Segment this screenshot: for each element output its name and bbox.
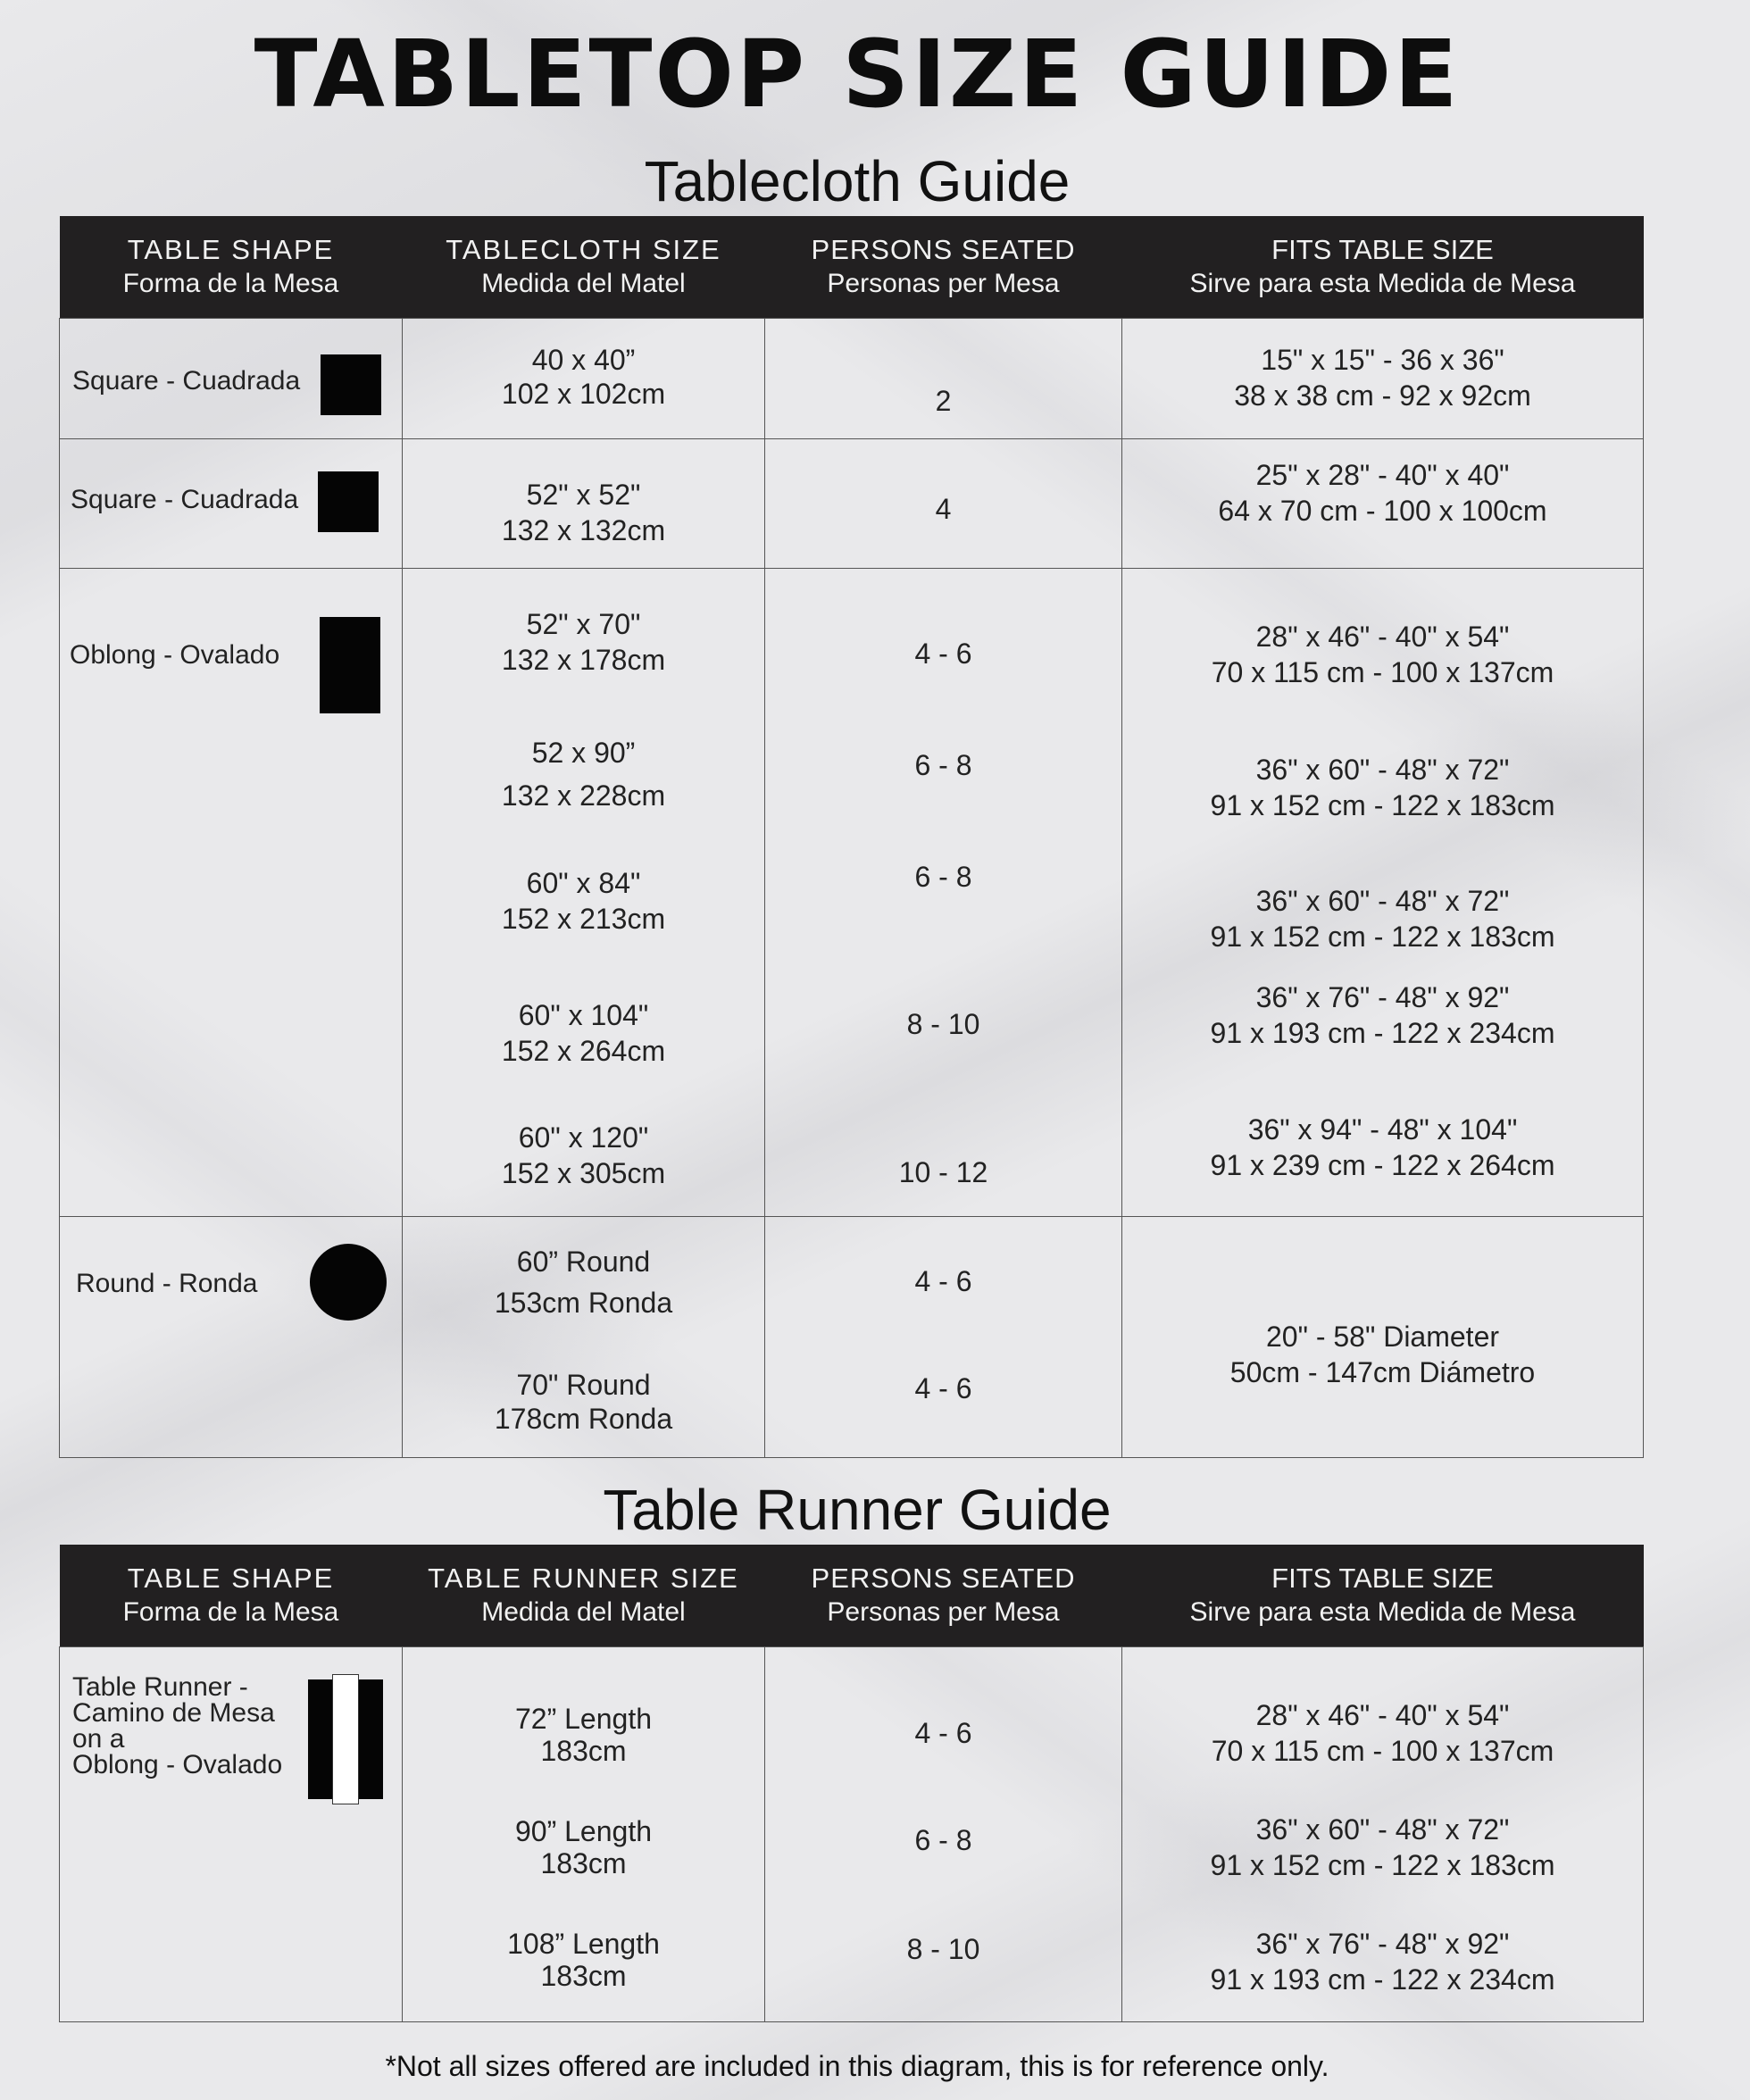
header-en: TABLE SHAPE: [127, 234, 335, 265]
size-cell: [403, 319, 765, 439]
fits-metric: 50cm - 147cm Diámetro: [1229, 1356, 1536, 1388]
shape-label-line: Oblong - Ovalado: [72, 1750, 283, 1779]
rectangle-icon: [320, 617, 380, 713]
fits-imperial: 36" x 60" - 48" x 72": [1255, 885, 1510, 917]
size-imperial: 70" Round: [516, 1369, 651, 1401]
shape-cell: [60, 319, 403, 439]
tablecloth-table: [59, 216, 1644, 1458]
persons-cell: [765, 569, 1122, 1217]
tablecloth-guide-title: Tablecloth Guide: [644, 149, 1071, 213]
header-persons-seated: [765, 216, 1122, 319]
size-imperial: 40 x 40”: [531, 344, 636, 376]
persons-seated: 4 - 6: [914, 1265, 972, 1297]
persons-cell: [765, 439, 1122, 569]
persons-seated: 6 - 8: [914, 861, 972, 893]
header-en: TABLECLOTH SIZE: [446, 234, 721, 265]
table-row: [60, 1647, 1644, 2022]
header-en: TABLE SHAPE: [127, 1562, 335, 1594]
square-icon: [318, 471, 379, 532]
persons-seated: 8 - 10: [906, 1008, 980, 1040]
size-imperial: 52" x 52": [526, 479, 641, 511]
size-metric: 183cm: [540, 1960, 627, 1992]
shape-label-line: Camino de Mesa: [72, 1698, 275, 1728]
size-imperial: 72” Length: [514, 1703, 652, 1735]
header-en: PERSONS SEATED: [811, 234, 1076, 265]
header-es: Personas per Mesa: [827, 1597, 1060, 1627]
fits-metric: 91 x 152 cm - 122 x 183cm: [1210, 921, 1555, 953]
runner-shape-label: [72, 1674, 282, 1778]
fits-imperial: 36" x 76" - 48" x 92": [1255, 981, 1510, 1013]
header-es: Medida del Matel: [481, 269, 686, 298]
footnote: *Not all sizes offered are included in this diagram, this is for reference only.: [385, 2050, 1329, 2082]
fits-metric: 64 x 70 cm - 100 x 100cm: [1218, 495, 1547, 527]
shape-cell: [60, 1647, 403, 2022]
size-metric: 183cm: [540, 1847, 627, 1879]
header-en: FITS TABLE SIZE: [1271, 234, 1494, 265]
header-es: Forma de la Mesa: [122, 269, 339, 298]
shape-cell: [60, 1217, 403, 1458]
persons-seated: 6 - 8: [914, 1824, 972, 1856]
persons-cell: [765, 1217, 1122, 1458]
fits-metric: 91 x 152 cm - 122 x 183cm: [1210, 1849, 1555, 1881]
size-cell: [403, 439, 765, 569]
header-en: FITS TABLE SIZE: [1271, 1562, 1494, 1594]
fits-cell: [1122, 1217, 1644, 1458]
fits-imperial: 25" x 28" - 40" x 40": [1255, 459, 1510, 491]
size-metric: 153cm Ronda: [494, 1287, 673, 1319]
shape-label-line: Table Runner -: [72, 1672, 248, 1702]
size-cell: [403, 1647, 765, 2022]
shape-label: Square - Cuadrada: [71, 485, 299, 514]
header-table-runner-size: [403, 1545, 765, 1647]
shape-cell: [60, 439, 403, 569]
table-row: [60, 439, 1644, 569]
square-icon: [321, 354, 381, 415]
fits-metric: 91 x 193 cm - 122 x 234cm: [1210, 1017, 1555, 1049]
persons-seated: 8 - 10: [906, 1933, 980, 1965]
shape-label: Square - Cuadrada: [72, 366, 301, 396]
fits-cell: [1122, 1647, 1644, 2022]
size-metric: 183cm: [540, 1735, 627, 1767]
header-table-shape: [60, 216, 403, 319]
size-metric: 102 x 102cm: [501, 378, 666, 410]
size-metric: 152 x 213cm: [501, 903, 666, 935]
persons-seated: 2: [935, 385, 952, 417]
fits-imperial: 15" x 15" - 36 x 36": [1261, 344, 1504, 376]
fits-cell: [1122, 439, 1644, 569]
header-fits-table-size: [1122, 1545, 1644, 1647]
fits-imperial: 28" x 46" - 40" x 54": [1255, 1699, 1510, 1731]
shape-label: Round - Ronda: [76, 1269, 258, 1298]
size-imperial: 108” Length: [507, 1928, 660, 1960]
tablecloth-header-row: [60, 216, 1644, 319]
size-imperial: 60" x 104": [518, 999, 649, 1031]
size-metric: 152 x 264cm: [501, 1035, 666, 1067]
header-en: PERSONS SEATED: [811, 1562, 1076, 1594]
persons-seated: 6 - 8: [914, 749, 972, 781]
runner-header-row: [60, 1545, 1644, 1647]
persons-seated: 4 - 6: [914, 1717, 972, 1749]
header-es: Medida del Matel: [481, 1597, 686, 1627]
header-tablecloth-size: [403, 216, 765, 319]
header-fits-table-size: [1122, 216, 1644, 319]
size-metric: 132 x 178cm: [501, 644, 666, 676]
persons-seated: 4 - 6: [914, 638, 972, 670]
header-table-shape: [60, 1545, 403, 1647]
table-runner-guide-title: Table Runner Guide: [603, 1478, 1112, 1542]
size-imperial: 90” Length: [514, 1815, 652, 1847]
header-es: Forma de la Mesa: [122, 1597, 339, 1627]
fits-cell: [1122, 319, 1644, 439]
size-cell: [403, 569, 765, 1217]
persons-seated: 4 - 6: [914, 1372, 972, 1404]
fits-imperial: 36" x 76" - 48" x 92": [1255, 1928, 1510, 1960]
circle-icon: [310, 1244, 387, 1321]
persons-seated: 4: [935, 493, 952, 525]
page-title: TABLETOP SIZE GUIDE: [254, 20, 1461, 129]
size-metric: 152 x 305cm: [501, 1157, 666, 1189]
size-imperial: 60” Round: [516, 1246, 651, 1278]
fits-imperial: 36" x 60" - 48" x 72": [1255, 754, 1510, 786]
fits-imperial: 20" - 58" Diameter: [1265, 1321, 1500, 1353]
table-row: [60, 1217, 1644, 1458]
size-imperial: 52" x 70": [526, 608, 641, 640]
fits-metric: 70 x 115 cm - 100 x 137cm: [1211, 1735, 1554, 1767]
size-metric: 178cm Ronda: [494, 1403, 673, 1435]
size-imperial: 60" x 120": [518, 1121, 649, 1154]
persons-cell: [765, 1647, 1122, 2022]
fits-metric: 91 x 152 cm - 122 x 183cm: [1210, 789, 1555, 821]
header-en: TABLE RUNNER SIZE: [428, 1562, 739, 1594]
size-metric: 132 x 132cm: [501, 514, 666, 546]
size-imperial: 52 x 90”: [531, 737, 636, 769]
fits-metric: 70 x 115 cm - 100 x 137cm: [1211, 656, 1554, 688]
table-runner-table: [59, 1545, 1644, 2022]
size-cell: [403, 1217, 765, 1458]
persons-seated: 10 - 12: [898, 1156, 988, 1188]
header-persons-seated: [765, 1545, 1122, 1647]
fits-cell: [1122, 569, 1644, 1217]
shape-label: Oblong - Ovalado: [70, 640, 280, 670]
table-runner-icon: [308, 1679, 383, 1799]
fits-imperial: 28" x 46" - 40" x 54": [1255, 621, 1510, 653]
header-es: Personas per Mesa: [827, 269, 1060, 298]
fits-metric: 91 x 193 cm - 122 x 234cm: [1210, 1963, 1555, 1996]
fits-imperial: 36" x 94" - 48" x 104": [1247, 1113, 1518, 1146]
table-row: [60, 569, 1644, 1217]
size-metric: 132 x 228cm: [501, 779, 666, 812]
shape-cell: [60, 569, 403, 1217]
table-row: [60, 319, 1644, 439]
fits-imperial: 36" x 60" - 48" x 72": [1255, 1813, 1510, 1846]
header-es: Sirve para esta Medida de Mesa: [1189, 269, 1576, 298]
shape-label-line: on a: [72, 1724, 125, 1754]
size-imperial: 60" x 84": [526, 867, 641, 899]
fits-metric: 91 x 239 cm - 122 x 264cm: [1210, 1149, 1555, 1181]
persons-cell: [765, 319, 1122, 439]
fits-metric: 38 x 38 cm - 92 x 92cm: [1234, 379, 1531, 412]
header-es: Sirve para esta Medida de Mesa: [1189, 1597, 1576, 1627]
